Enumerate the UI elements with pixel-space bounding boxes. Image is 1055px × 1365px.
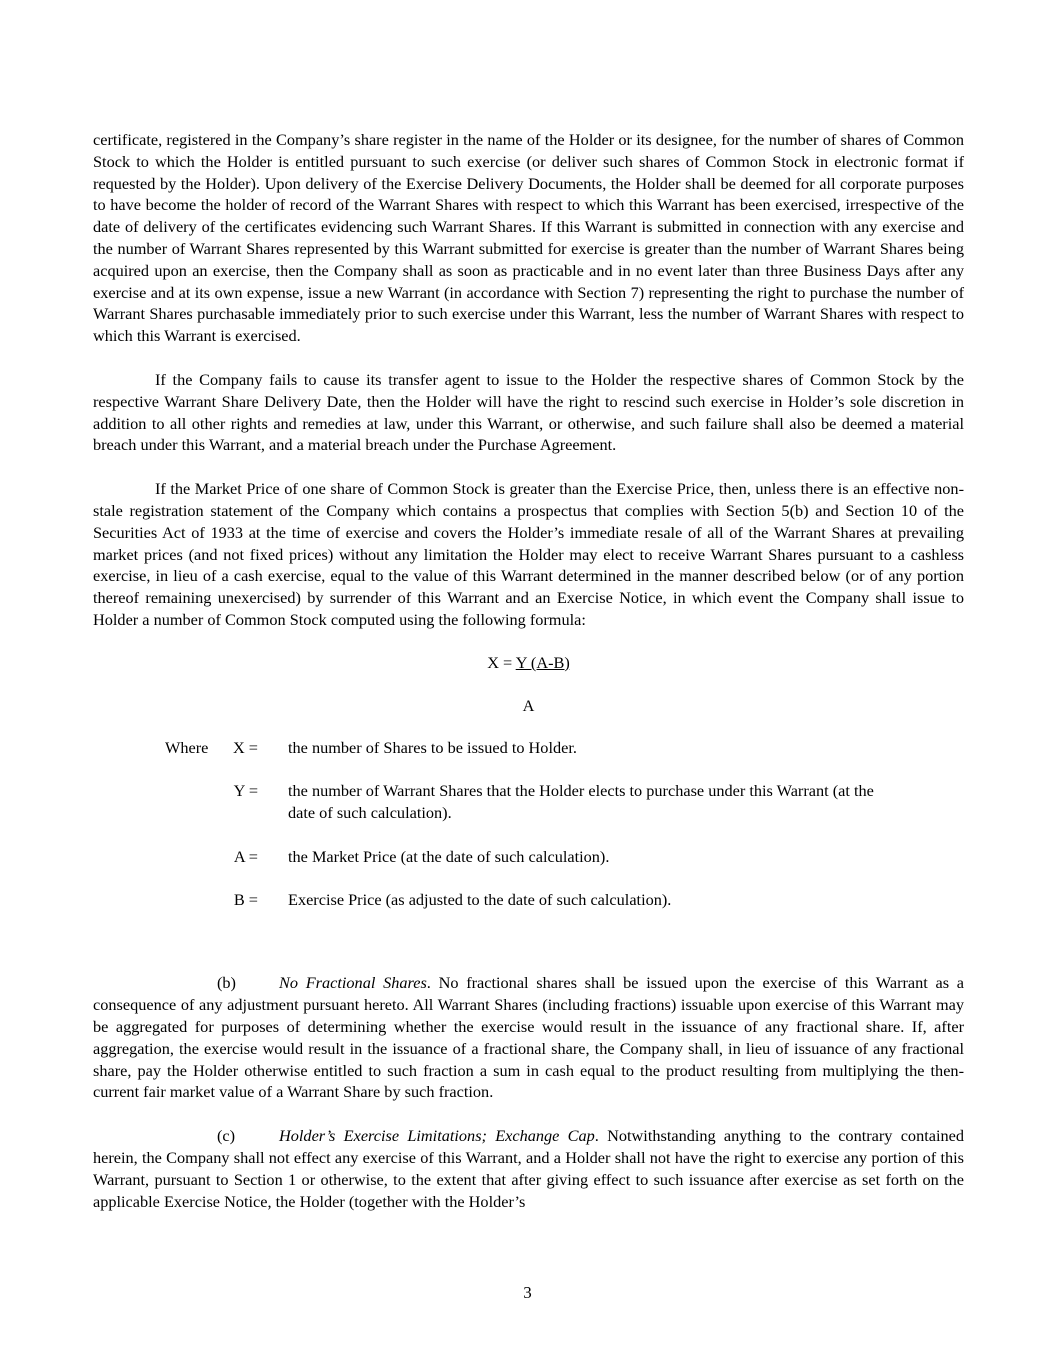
section-c-label: (c) — [217, 1126, 236, 1146]
definition-x-text: the number of Shares to be issued to Holder. — [288, 738, 577, 758]
formula-denominator: A — [522, 695, 535, 715]
paragraph-certificate: certificate, registered in the Company’s share register in the name of the Holder or its designee, for the number of shares of Common Stock to which the Holder is entitled pursuant to such exercise (or deliver such shares of Common Stock in electronic format if requested by the Holder). Upon delivery of the Exercise Delivery Documents, the Holder shall be deemed for all corporate purposes to have become the holder of record of the Warrant Shares with respect to which this Warrant has been exercised, irrespective of the date of delivery of the certificates evidencing such Warrant Shares. If this Warrant is submitted in connection with any exercise and the number of Warrant Shares represented by this Warrant submitted for exercise is greater than the number of Warrant Shares being acquired upon an exercise, then the Company shall as soon as practicable and in no event later than three Business Days after any exercise and at its own expense, issue a new Warrant (in accordance with Section 7) representing the right to purchase the number of Warrant Shares purchasable immediately prior to such exercise under this Warrant, less the number of Warrant Shares with respect to which this Warrant is exercised. — [93, 130, 964, 346]
page-number: 3 — [523, 1283, 532, 1302]
definition-x-var: X = — [232, 738, 258, 758]
paragraph-rescind: If the Company fails to cause its transfer agent to issue to the Holder the respective shares of Common Stock by the respective Warrant Share Delivery Date, then the Holder will have the right to rescind such exercise in Holder’s sole discretion in addition to all other rights and remedies at law, under this Warrant, or otherwise, and such failure shall also be deemed a material breach under this Warrant, and a material breach under the Purchase Agreement. — [93, 369, 964, 455]
formula-numerator: Y (A-B) — [515, 652, 570, 672]
definition-y-text: the number of Warrant Shares that the Holder elects to purchase under this Warrant (at the date of such calculation). — [288, 781, 874, 823]
definition-y-var: Y = — [233, 781, 258, 801]
section-b-no-fractional-shares — [93, 972, 964, 1103]
definition-a-text: the Market Price (at the date of such calculation). — [288, 847, 610, 867]
definition-a-var: A = — [233, 847, 258, 867]
formula-definitions — [93, 737, 964, 972]
section-b-label: (b) — [217, 973, 236, 993]
definition-b-var: B = — [233, 890, 258, 910]
definition-where-label: Where — [165, 738, 209, 758]
document-page — [93, 129, 964, 1212]
formula-numerator-line — [93, 652, 964, 674]
section-c-body: . Notwithstanding anything to the contrary contained herein, the Company shall not effect any exercise of this Warrant, and a Holder shall not have the right to exercise any portion of this Warrant, pursuant to Section 1 or otherwise, to the extent that after giving effect to such issuance after exercise as set forth on the applicable Exercise Notice, the Holder (together with the Holder’s — [93, 1126, 964, 1211]
section-c-exercise-limitations — [93, 1125, 964, 1212]
formula-lhs: X = — [487, 652, 516, 672]
section-c-title: Holder’s Exercise Limitations; Exchange Cap — [279, 1126, 595, 1146]
definition-b-text: Exercise Price (as adjusted to the date of such calculation). — [288, 890, 672, 910]
section-b-body: . No fractional shares shall be issued upon the exercise of this Warrant as a consequence of any adjustment pursuant hereto. All Warrant Shares (including fractions) issuable upon exercise of this Warrant may be aggregated for purposes of determining whether the exercise would result in the issuance of any fractional share. If, after aggregation, the exercise would result in the issuance of a fractional share, the Company shall, in lieu of issuance of any fractional share, pay the Holder otherwise entitled to such fraction a sum in cash equal to the product resulting from multiplying the then-current fair market value of a Warrant Share by such fraction. — [93, 973, 965, 1102]
section-b-title: No Fractional Shares — [279, 973, 427, 993]
paragraph-cashless-exercise: If the Market Price of one share of Common Stock is greater than the Exercise Price, then, unless there is an effective non-stale registration statement of the Company which contains a prospectus that complies with Section 5(b) and Section 10 of the Securities Act of 1933 at the time of exercise and covers the Holder’s immediate resale of all of the Warrant Shares at prevailing market prices (and not fixed prices) without any limitation the Holder may elect to receive Warrant Shares pursuant to a cashless exercise, in lieu of a cash exercise, equal to the value of this Warrant determined in the manner described below (or of any portion thereof remaining unexercised) by surrender of this Warrant and an Exercise Notice, in which event the Company shall issue to Holder a number of Common Stock computed using the following formula: — [93, 479, 964, 629]
